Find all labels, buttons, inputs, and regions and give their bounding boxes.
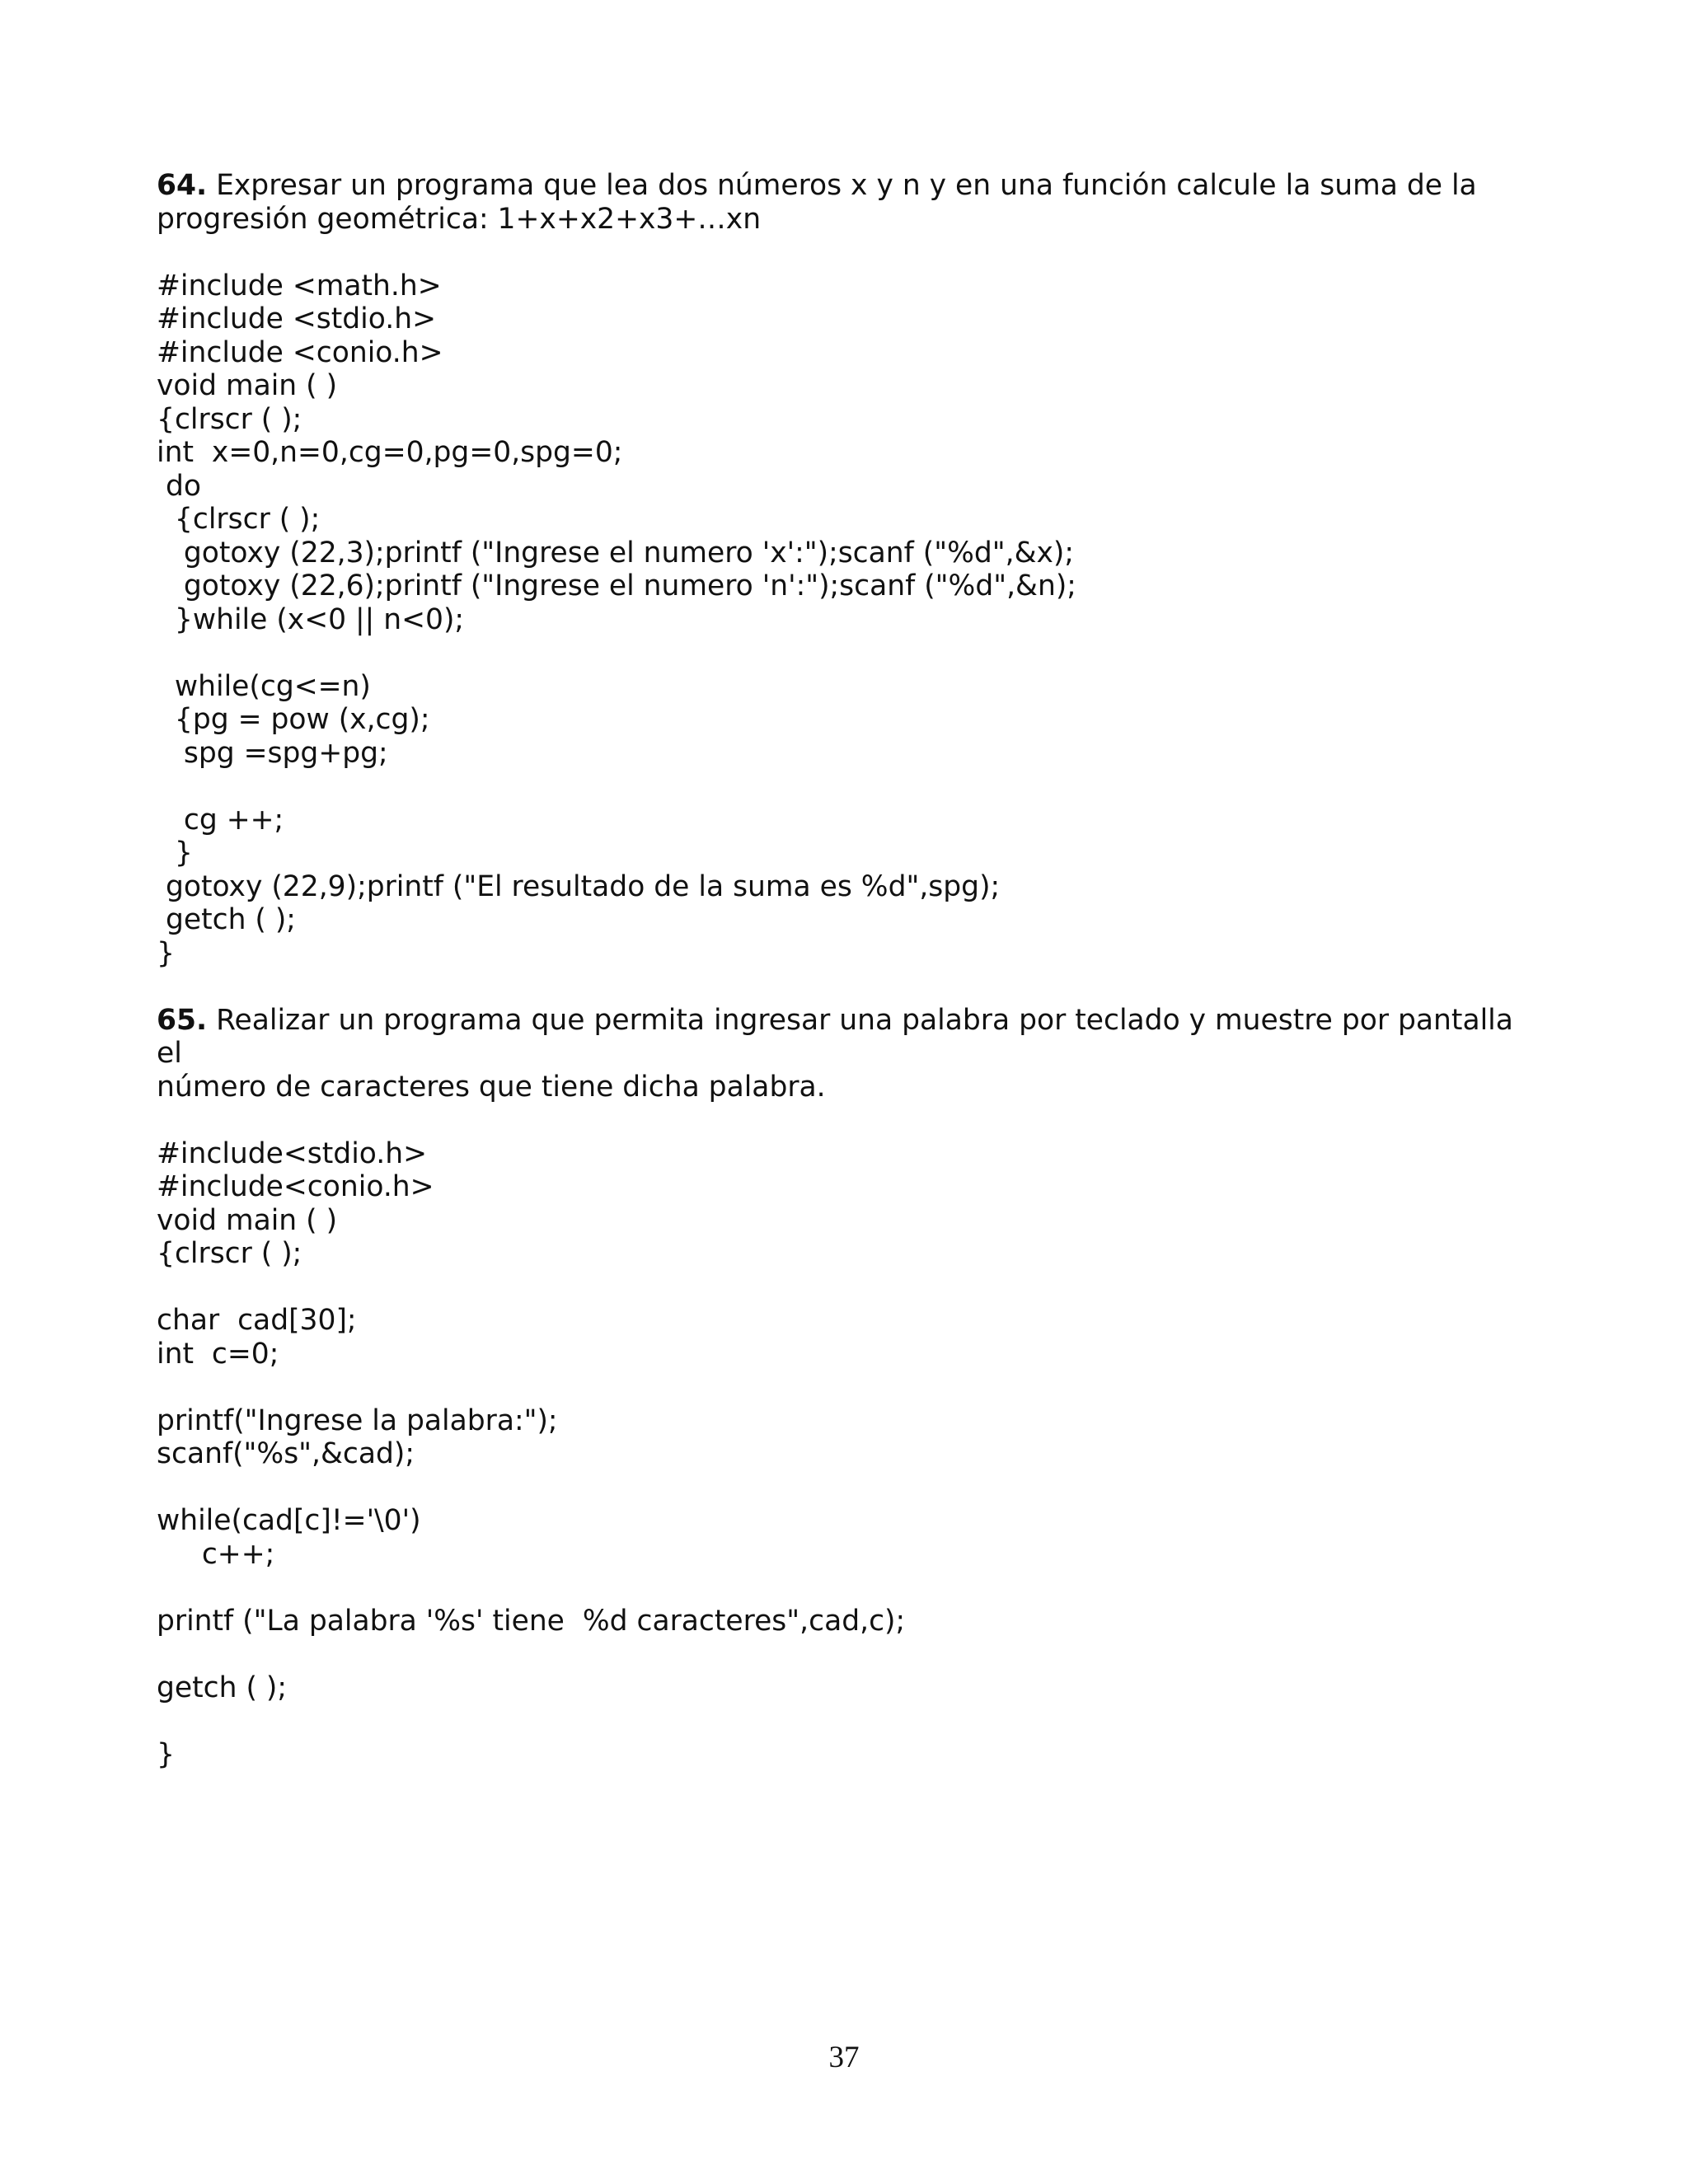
code-line [157,1571,1541,1605]
code-line [157,1638,1541,1671]
code-line: printf("Ingrese la palabra:"); [157,1404,558,1437]
code-line [157,636,1541,670]
exercise-number: 65. [157,1003,208,1037]
exercise-number: 64. [157,169,208,202]
code-line: char cad[30]; [157,1304,357,1337]
exercise-64-code [157,269,1541,971]
exercise-statement-text: progresión geométrica: 1+x+x2+x3+…xn [157,202,762,236]
code-line: } [157,936,175,970]
code-line: {clrscr ( ); [157,503,321,536]
code-line: while(cad[c]!='\0') [157,1504,421,1537]
code-line: c++; [157,1537,275,1571]
page-number: 37 [828,2041,860,2074]
code-line: #include <math.h> [157,269,442,302]
code-line: gotoxy (22,6);printf ("Ingrese el numero 'n':");scanf ("%d",&n); [157,569,1076,602]
code-line: spg =spg+pg; [157,736,388,770]
code-line [157,770,1541,804]
code-line: {clrscr ( ); [157,1237,302,1270]
code-line [157,1471,1541,1505]
code-line: while(cg<=n) [157,669,371,703]
code-line: int c=0; [157,1337,279,1371]
code-line: scanf("%s",&cad); [157,1437,415,1470]
code-line: {clrscr ( ); [157,402,302,436]
code-line: getch ( ); [157,1671,287,1704]
code-line [157,1271,1541,1305]
exercise-statement-text: Expresar un programa que lea dos números x y n y en una función calcule la suma de la [207,169,1477,202]
code-line: #include<conio.h> [157,1170,434,1203]
exercise-statement-text: número de caracteres que tiene dicha palabra. [157,1070,826,1104]
code-line: gotoxy (22,9);printf ("El resultado de la suma es %d",spg); [157,869,1001,903]
code-line: int x=0,n=0,cg=0,pg=0,spg=0; [157,436,623,469]
spacer [157,970,1541,1004]
exercise-64-statement [157,169,1541,236]
code-line: getch ( ); [157,903,296,936]
code-line: #include <conio.h> [157,335,443,369]
page-content [157,169,1541,1771]
code-line [157,1371,1541,1404]
code-line: printf ("La palabra '%s' tiene %d caracteres",cad,c); [157,1604,906,1638]
spacer [157,236,1541,269]
code-line: #include<stdio.h> [157,1137,428,1170]
code-line: } [157,837,193,869]
exercise-65-code [157,1137,1541,1772]
exercise-statement-text: Realizar un programa que permita ingresar una palabra por teclado y muestre por pantalla el [157,1003,1513,1070]
exercise-65-statement [157,1004,1541,1104]
code-line: gotoxy (22,3);printf ("Ingrese el numero 'x':");scanf ("%d",&x); [157,536,1075,569]
code-line [157,1704,1541,1738]
code-line: cg ++; [157,803,284,837]
code-line: }while (x<0 || n<0); [157,602,465,636]
code-line: } [157,1737,175,1771]
code-line: void main ( ) [157,369,338,402]
code-line: do [157,469,201,503]
spacer [157,1104,1541,1137]
code-line: {pg = pow (x,cg); [157,703,430,736]
code-line: #include <stdio.h> [157,302,437,335]
code-line: void main ( ) [157,1203,338,1237]
